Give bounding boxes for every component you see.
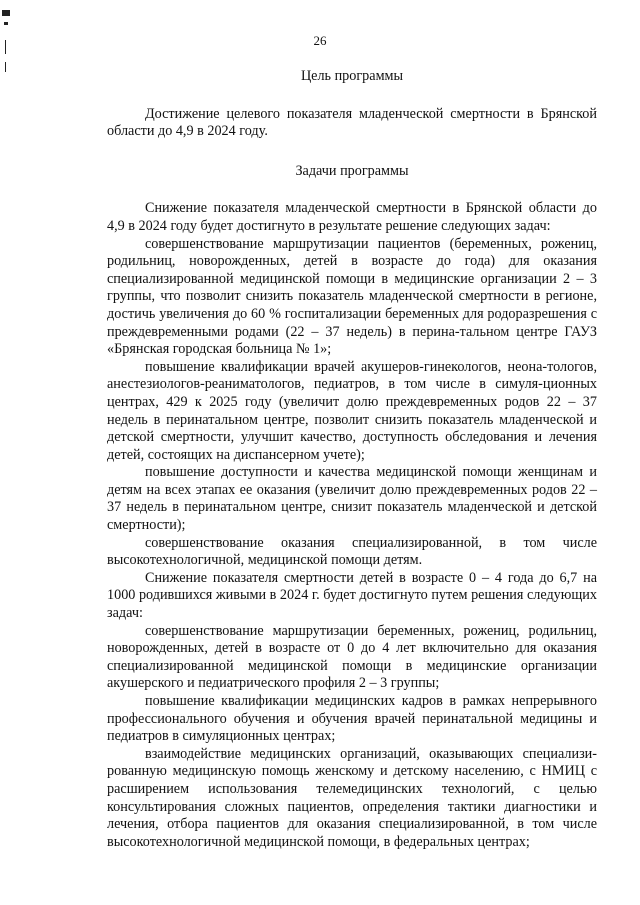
scan-artifact-mark xyxy=(4,22,8,25)
paragraph: совершенствование маршрутизации беременных, рожениц, родильниц, новорожденных, детей в возрасте от 0 до 4 лет включительно для оказания специализированной медицинской помощи в медицинские организации акушерского и педиатрического профиля 2 – 3 группы; xyxy=(107,622,597,692)
scan-artifact-mark xyxy=(2,10,10,16)
spacer xyxy=(107,180,597,200)
goal-heading: Цель программы xyxy=(300,68,404,84)
tasks-heading: Задачи программы xyxy=(295,162,409,179)
spacer xyxy=(107,86,597,106)
paragraph: совершенствование оказания специализированной, в том числе высокотехнологичной, медицинской помощи детям. xyxy=(107,534,597,569)
paragraph: Снижение показателя младенческой смертности в Брянской области до 4,9 в 2024 году будет достигнуто в результате решение следующих задач: xyxy=(107,200,597,234)
paragraph: Снижение показателя смертности детей в возрасте 0 – 4 года до 6,7 на 1000 родившихся живыми в 2024 г. будет достигнуто путем решения следующих задач: xyxy=(107,569,597,622)
page-number: 26 xyxy=(313,33,327,48)
paragraph: повышение квалификации врачей акушеров-гинекологов, неона-тологов, анестезиологов-реаниматологов, педиатров, в том числе в симуля-ционных центрах, 429 к 2025 году (увеличит долю преждевременных родов 22 – 37 недель в перинатальном центре, позволит снизить показатель младенческой и детской смертности, улучшит качество, доступность обследования и лечения детей, состоящих на диспансерном учете); xyxy=(107,358,597,463)
goal-text: Достижение целевого показателя младенческой смертности в Брянской области до 4,9 в 2024 году. xyxy=(107,105,597,140)
document-body xyxy=(107,68,597,851)
scan-artifact-mark xyxy=(5,62,6,72)
paragraph: взаимодействие медицинских организаций, оказывающих специализи-рованную медицинскую помощь женскому и детскому населению, с НМИЦ с расширением использования телемедицинских технологий, с целью консультирования сложных пациентов, определения тактики диагностики и лечения, отбора пациентов для оказания специализированной, в том числе высокотехнологичной медицинской помощи, в федеральных центрах; xyxy=(107,745,597,850)
paragraph: повышение квалификации медицинских кадров в рамках непрерывного профессионального обучения и обучения врачей перинатальной медицины и педиатров в симуляционных центрах; xyxy=(107,693,597,745)
paragraph: совершенствование маршрутизации пациентов (беременных, рожениц, родильниц, новорожденных, детей в возрасте до года) для оказания специализированной медицинской помощи в медицинские организации 2 – 3 группы, что позволит снизить показатель младенческой смертности в регионе, достичь увеличения до 60 % госпитализации беременных для родоразрешения с преждевременными родами (22 – 37 недель) в перина-тальном центре ГАУЗ «Брянская городская больница № 1»; xyxy=(107,235,597,358)
paragraph: повышение доступности и качества медицинской помощи женщинам и детям на всех этапах ее оказания (увеличит долю преждевременных родов 22 – 37 недель в перинатальном центре, снизит показатель младенческой и детской смертности); xyxy=(107,464,597,534)
spacer xyxy=(107,141,597,163)
